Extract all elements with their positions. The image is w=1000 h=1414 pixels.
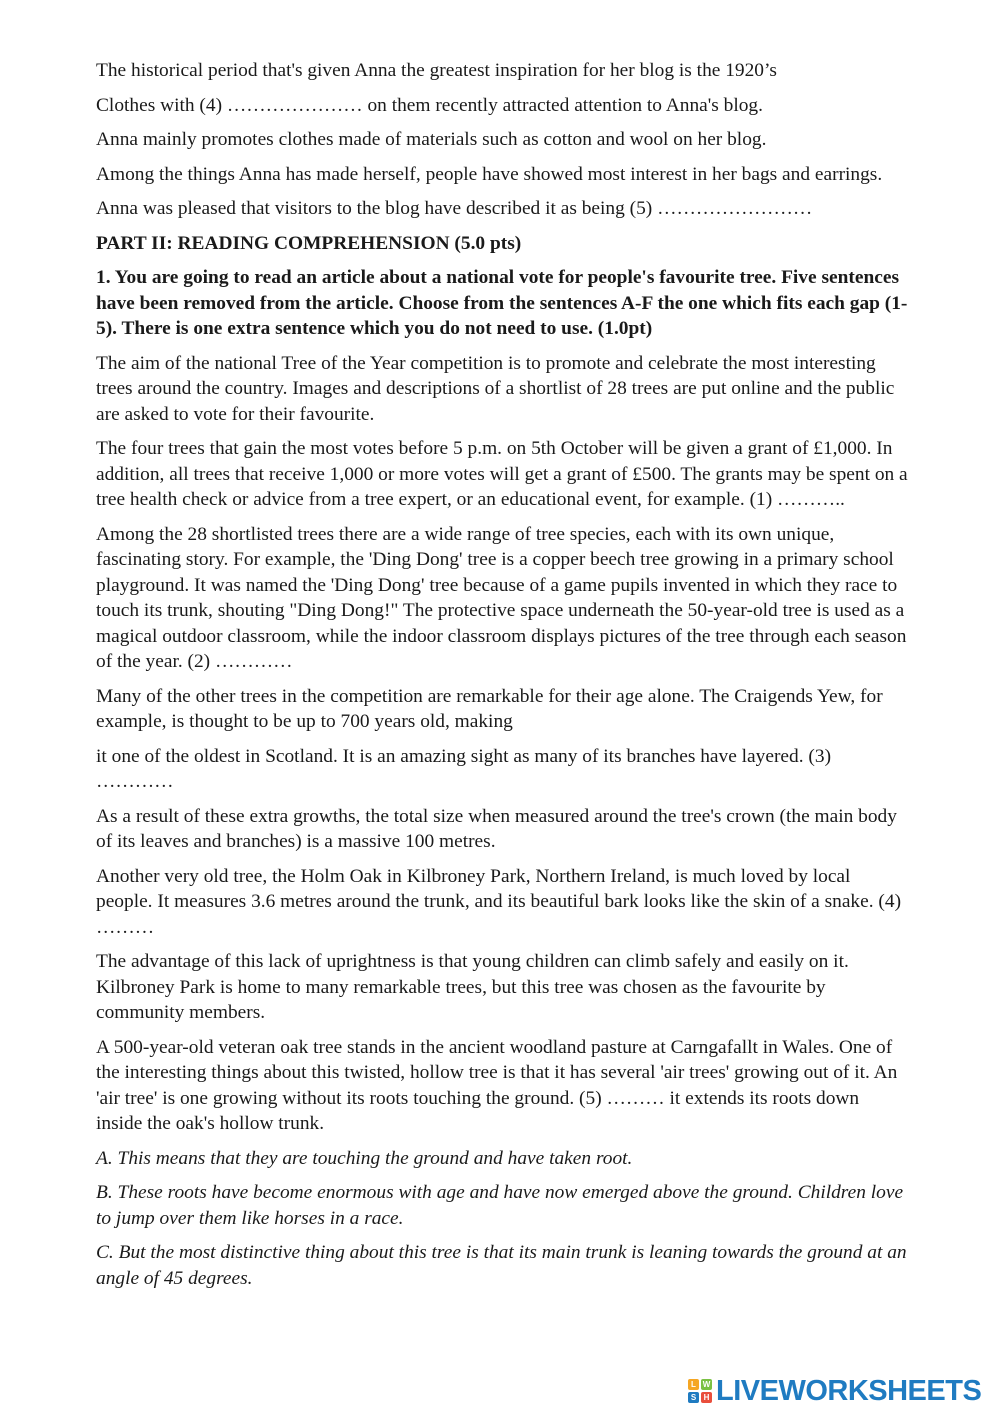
statement-3: Anna mainly promotes clothes made of materials such as cotton and wool on her blog. bbox=[96, 129, 767, 150]
article-paragraph: The aim of the national Tree of the Year competition is to promote and celebrate the most interesting trees around the country. Images and descriptions of a shortlist of 28 trees are put online and the public are asked to vote for their favourite. bbox=[96, 352, 895, 425]
statement-1: The historical period that's given Anna the greatest inspiration for her blog is the 1920’s bbox=[96, 60, 777, 81]
article-paragraph: A 500-year-old veteran oak tree stands in the ancient woodland pasture at Carngafallt in Wales. One of the interesting things about this twisted, hollow tree is that it has several 'air trees' growing out of it. An 'air tree' is one growing without its roots touching the ground. (5) ……… it extends its roots down inside the oak's hollow trunk. bbox=[96, 1036, 898, 1134]
article-paragraph: As a result of these extra growths, the total size when measured around the tree's crown (the main body of its leaves and branches) is a massive 100 metres. bbox=[96, 805, 897, 852]
brand-name: LIVEWORKSHEETS bbox=[716, 1374, 982, 1407]
statement-4: Among the things Anna has made herself, people have showed most interest in her bags and earrings. bbox=[96, 163, 883, 185]
logo-mark-icon bbox=[688, 1379, 712, 1403]
article-paragraph: The four trees that gain the most votes before 5 p.m. on 5th October will be given a grant of £1,000. In addition, all trees that receive 1,000 or more votes will get a grant of £500. The grants may be spent on a tree health check or advice from a tree expert, or an educational event, for example. (1) ……….. bbox=[96, 438, 908, 510]
article-paragraph: The advantage of this lack of uprightness is that young children can climb safely and easily on it. Kilbroney Park is home to many remarkable trees, but this tree was chosen as the favourite by community members. bbox=[96, 951, 849, 1023]
article-paragraph: Among the 28 shortlisted trees there are a wide range of tree species, each with its own unique, fascinating story. For example, the 'Ding Dong' tree is a copper beech tree growing in a primary school playground. It was named the 'Ding Dong' tree because of a game pupils invented in which they race to touch its trunk, shouting "Ding Dong!" The protective space underneath the 50-year-old tree is used as a magical outdoor classroom, while the indoor classroom displays pictures of the tree through each season of the year. (2) ………… bbox=[96, 523, 907, 672]
task-instruction: 1. You are going to read an article about a national vote for people's favourite tree. Five sentences have been removed from the article. Choose from the sentences A-F the one which fits each gap (1-5). There is one extra sentence which you do not need to use. (1.0pt) bbox=[96, 267, 908, 339]
section-heading: PART II: READING COMPREHENSION (5.0 pts) bbox=[96, 232, 522, 254]
logo-tile: W bbox=[702, 1380, 711, 1389]
option-c: C. But the most distinctive thing about this tree is that its main trunk is leaning towards the ground at an angle of 45 degrees. bbox=[96, 1242, 907, 1289]
logo-tile: L bbox=[688, 1379, 699, 1390]
worksheet-page bbox=[96, 58, 908, 1300]
article-paragraph: it one of the oldest in Scotland. It is an amazing sight as many of its branches have layered. (3) ………… bbox=[96, 745, 832, 792]
article-paragraph: Many of the other trees in the competition are remarkable for their age alone. The Craigends Yew, for example, is thought to be up to 700 years old, making bbox=[96, 685, 883, 732]
statement-2: Clothes with (4) ………………… on them recently attracted attention to Anna's blog. bbox=[96, 94, 763, 116]
logo-tile: H bbox=[701, 1392, 712, 1403]
article-paragraph: Another very old tree, the Holm Oak in Kilbroney Park, Northern Ireland, is much loved by local people. It measures 3.6 metres around the trunk, and its beautiful bark looks like the skin of a snake. (4) ……… bbox=[96, 865, 902, 938]
option-a: A. This means that they are touching the ground and have taken root. bbox=[96, 1147, 633, 1169]
option-b: B. These roots have become enormous with age and have now emerged above the ground. Children love to jump over them like horses in a race. bbox=[96, 1182, 904, 1229]
logo-tile: S bbox=[688, 1392, 699, 1403]
liveworksheets-logo[interactable] bbox=[688, 1374, 981, 1408]
statement-5: Anna was pleased that visitors to the blog have described it as being (5) …………………… bbox=[96, 198, 813, 219]
